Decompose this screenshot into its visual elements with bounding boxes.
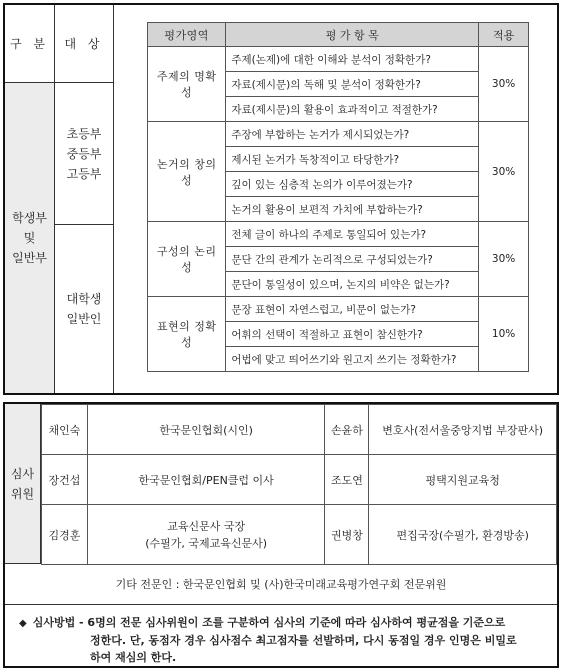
judge-affiliation (87, 505, 325, 565)
criteria-weight: 30% (479, 222, 529, 297)
criteria-item: 어휘의 선택이 적절하고 표현이 참신한가? (226, 322, 479, 347)
header-target (55, 5, 114, 83)
target-line: 초등부 (66, 126, 102, 141)
criteria-area: 표현의 정확성 (148, 297, 226, 372)
other-experts-text: 기타 전문인 : 한국문인협회 및 (사)한국미래교육평가연구회 전문위원 (115, 578, 447, 591)
criteria-item: 전체 글이 하나의 주제로 통일되어 있는가? (226, 222, 479, 247)
judge-name: 손윤하 (325, 405, 369, 455)
criteria-area: 구성의 논리성 (148, 222, 226, 297)
criteria-area: 논거의 창의성 (148, 122, 226, 222)
criteria-header-row (148, 23, 529, 47)
criteria-header-items: 평 가 항 목 (226, 23, 479, 47)
criteria-row (148, 47, 529, 72)
category-cell (5, 83, 55, 393)
criteria-item: 문단이 통일성이 있으며, 논지의 비약은 없는가? (226, 272, 479, 297)
header-category-label: 구 분 (10, 37, 49, 51)
target-students-cell (55, 83, 114, 225)
target-line: 중등부 (66, 146, 102, 161)
category-line: 및 (23, 231, 36, 245)
judge-name: 김경훈 (42, 505, 88, 565)
criteria-item: 문단 간의 관계가 논리적으로 구성되었는가? (226, 247, 479, 272)
judge-affiliation: 한국문인협회/PEN클럽 이사 (87, 455, 325, 505)
criteria-header-area: 평가영역 (148, 23, 226, 47)
target-line: 대학생 (66, 292, 102, 306)
target-line: 일반인 (66, 312, 102, 326)
judge-affiliation: 변호사(전서울중앙지법 부장판사) (369, 405, 557, 455)
judges-side-line: 심사 (10, 466, 35, 481)
method-line-3: 하여 재심의 한다. (90, 651, 177, 664)
criteria-table (147, 22, 529, 372)
judge-affiliation: 평택지원교육청 (369, 455, 557, 505)
criteria-weight: 30% (479, 122, 529, 222)
judge-name: 권병창 (325, 505, 369, 565)
judges-side-line: 위원 (10, 486, 35, 501)
judge-affiliation: 한국문인협회(시인) (87, 405, 325, 455)
criteria-weight: 10% (479, 297, 529, 372)
judge-name: 장건섭 (42, 455, 88, 505)
method-line-2: 정한다. 단, 동점자 경우 심사점수 최고점자를 선발하며, 다시 동점일 경우 인명은 비밀로 (90, 634, 517, 647)
judges-section (3, 402, 559, 668)
judges-side-label (5, 404, 41, 564)
criteria-item: 주장에 부합하는 논거가 제시되었는가? (226, 122, 479, 147)
criteria-item: 자료(제시문)의 활용이 효과적이고 적절한가? (226, 97, 479, 122)
criteria-item: 깊이 있는 심층적 논의가 이루어졌는가? (226, 172, 479, 197)
criteria-area: 주제의 명확성 (148, 47, 226, 122)
criteria-header-weight: 적용 (479, 23, 529, 47)
judges-row (42, 405, 557, 455)
criteria-weight: 30% (479, 47, 529, 122)
judges-row (42, 505, 557, 565)
criteria-row (148, 297, 529, 322)
judge-affiliation-line: 교육신문사 국장 (167, 519, 246, 533)
other-experts (5, 564, 557, 605)
criteria-item: 논거의 활용이 보편적 가치에 부합하는가? (226, 197, 479, 222)
criteria-item: 주제(논제)에 대한 이해와 분석이 정확한가? (226, 47, 479, 72)
criteria-item: 어법에 맞고 띄어쓰기와 원고지 쓰기는 정확한가? (226, 347, 479, 372)
criteria-row (148, 122, 529, 147)
judge-affiliation-line: (수필가, 국제교육신문사) (145, 536, 268, 550)
judges-row (42, 455, 557, 505)
judge-affiliation: 편집국장(수필가, 환경방송) (369, 505, 557, 565)
method-line-1: 심사방법 - 6명의 전문 심사위원이 조를 구분하여 심사의 기준에 따라 심사하여 평균점을 기준으로 (32, 616, 506, 629)
criteria-item: 문장 표현이 자연스럽고, 비문이 없는가? (226, 297, 479, 322)
diamond-bullet-icon: ◆ (19, 618, 27, 629)
criteria-row (148, 222, 529, 247)
judges-table (41, 404, 557, 565)
target-adults-cell (55, 225, 114, 393)
judge-name: 채인숙 (42, 405, 88, 455)
header-category (5, 5, 55, 83)
target-line: 고등부 (66, 166, 102, 181)
header-target-label: 대 상 (64, 37, 104, 51)
evaluation-section (3, 3, 559, 395)
category-line: 일반부 (12, 251, 47, 265)
criteria-item: 제시된 논거가 독창적이고 타당한가? (226, 147, 479, 172)
criteria-item: 자료(제시문)의 독해 및 분석이 정확한가? (226, 72, 479, 97)
judge-name: 조도연 (325, 455, 369, 505)
judging-method (19, 614, 549, 666)
category-line: 학생부 (12, 211, 47, 225)
